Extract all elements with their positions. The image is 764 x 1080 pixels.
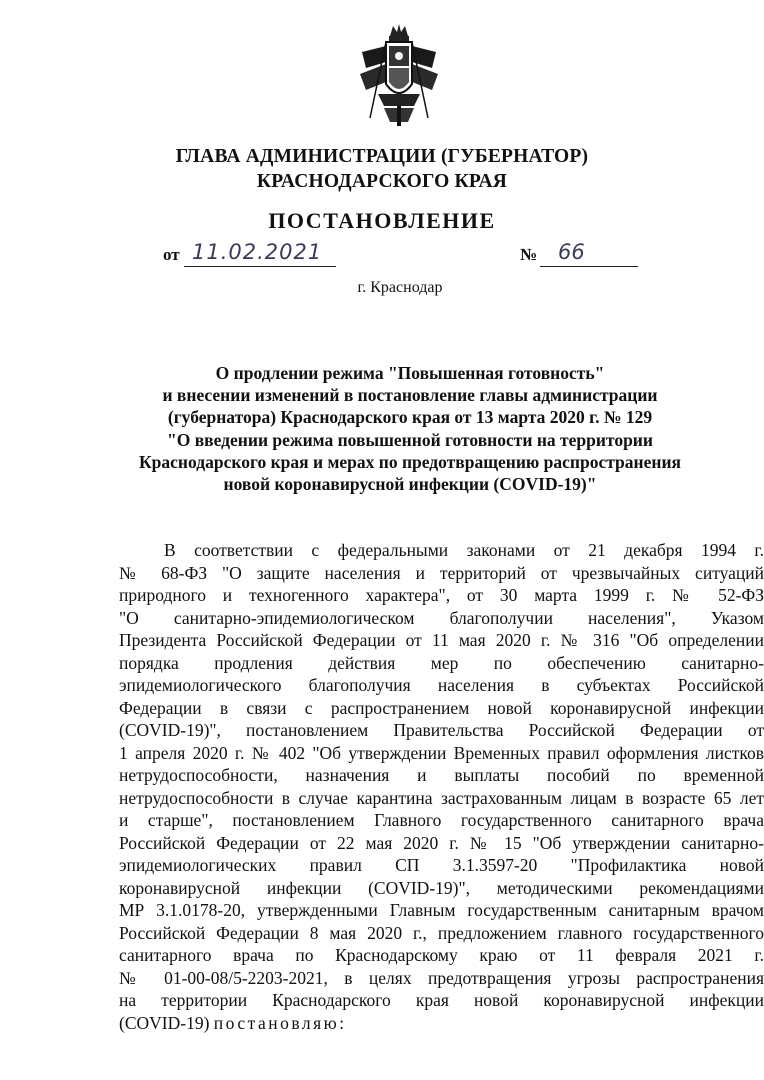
body-line: порядка продления действия мер по обеспечению санитарно- — [119, 652, 764, 673]
body-line: № 01-00-08/5-2203-2021, в целях предотвращения угрозы распространения — [119, 967, 764, 988]
body-line: эпидемиологического благополучия населения в субъектах Российской — [119, 675, 764, 695]
body-line: МР 3.1.0178-20, утвержденными Главным государственным санитарным врачом — [119, 900, 764, 920]
body-line: В соответствии с федеральными законами от 21 декабря 1994 г. — [164, 540, 764, 560]
body-line: и старше", постановлением Главного государственного санитарного врача — [119, 810, 764, 830]
body-line: "О санитарно-эпидемиологическом благополучии населения", Указом — [119, 607, 764, 628]
date-label: от — [163, 245, 180, 264]
body-line: нетрудоспособности в случае карантина застрахованным лицам в возрасте 65 лет — [119, 787, 764, 808]
title-line: новой коронавирусной инфекции (COVID-19)" — [223, 474, 597, 495]
document-type: ПОСТАНОВЛЕНИЕ — [268, 208, 496, 233]
title-line: О продлении режима "Повышенная готовность" — [215, 363, 605, 383]
number-value-handwritten: 66 — [558, 240, 585, 264]
date-underline — [184, 266, 336, 267]
body-line: природного и техногенного характера", от 30 марта 1999 г. № 52-ФЗ — [119, 585, 764, 605]
organization-name-line2: КРАСНОДАРСКОГО КРАЯ — [256, 171, 508, 192]
body-line: санитарного врача по Краснодарскому краю от 11 февраля 2021 г. — [119, 945, 764, 965]
title-line: "О введении режима повышенной готовности на территории — [167, 429, 653, 450]
body-line: (COVID-19)", постановлением Правительства Российской Федерации от — [119, 720, 764, 740]
body-line: нетрудоспособности, назначения и выплаты пособий по временной — [119, 765, 764, 785]
coat-of-arms-emblem — [356, 22, 442, 128]
city: г. Краснодар — [357, 279, 443, 296]
body-line: на территории Краснодарского края новой коронавирусной инфекции — [119, 990, 764, 1010]
body-line: Президента Российской Федерации от 11 мая 2020 г. № 316 "Об определении — [119, 630, 764, 650]
number-label: № — [520, 245, 538, 264]
title-line: Краснодарского края и мерах по предотвращению распространения — [138, 451, 682, 472]
resolve-word: постановляю: — [213, 1012, 347, 1033]
document-title — [100, 362, 720, 495]
number-underline — [540, 266, 638, 267]
body-line: коронавирусной инфекции (COVID-19)", методическими рекомендациями — [119, 877, 764, 898]
body-line-last — [119, 1012, 764, 1035]
body-line: эпидемиологических правил СП 3.1.3597-20 "Профилактика новой — [119, 855, 764, 875]
organization-name-line1: ГЛАВА АДМИНИСТРАЦИИ (ГУБЕРНАТОР) — [175, 146, 589, 167]
body-last-prefix: (COVID-19) — [119, 1012, 214, 1033]
document-body — [119, 539, 764, 1034]
body-line: Федерации в связи с распространением новой коронавирусной инфекции — [119, 697, 764, 718]
body-line: 1 апреля 2020 г. № 402 "Об утверждении Временных правил оформления листков — [119, 742, 764, 763]
title-line: и внесении изменений в постановление главы администрации — [162, 385, 658, 406]
body-line: Российской Федерации от 22 мая 2020 г. № 15 "Об утверждении санитарно- — [119, 832, 764, 853]
body-line: № 68-ФЗ "О защите населения и территорий от чрезвычайных ситуаций — [119, 562, 764, 583]
body-line: Российской Федерации 8 мая 2020 г., предложением главного государственного — [119, 922, 764, 943]
date-value-handwritten: 11.02.2021 — [192, 240, 323, 264]
title-line: (губернатора) Краснодарского края от 13 марта 2020 г. № 129 — [167, 407, 653, 428]
